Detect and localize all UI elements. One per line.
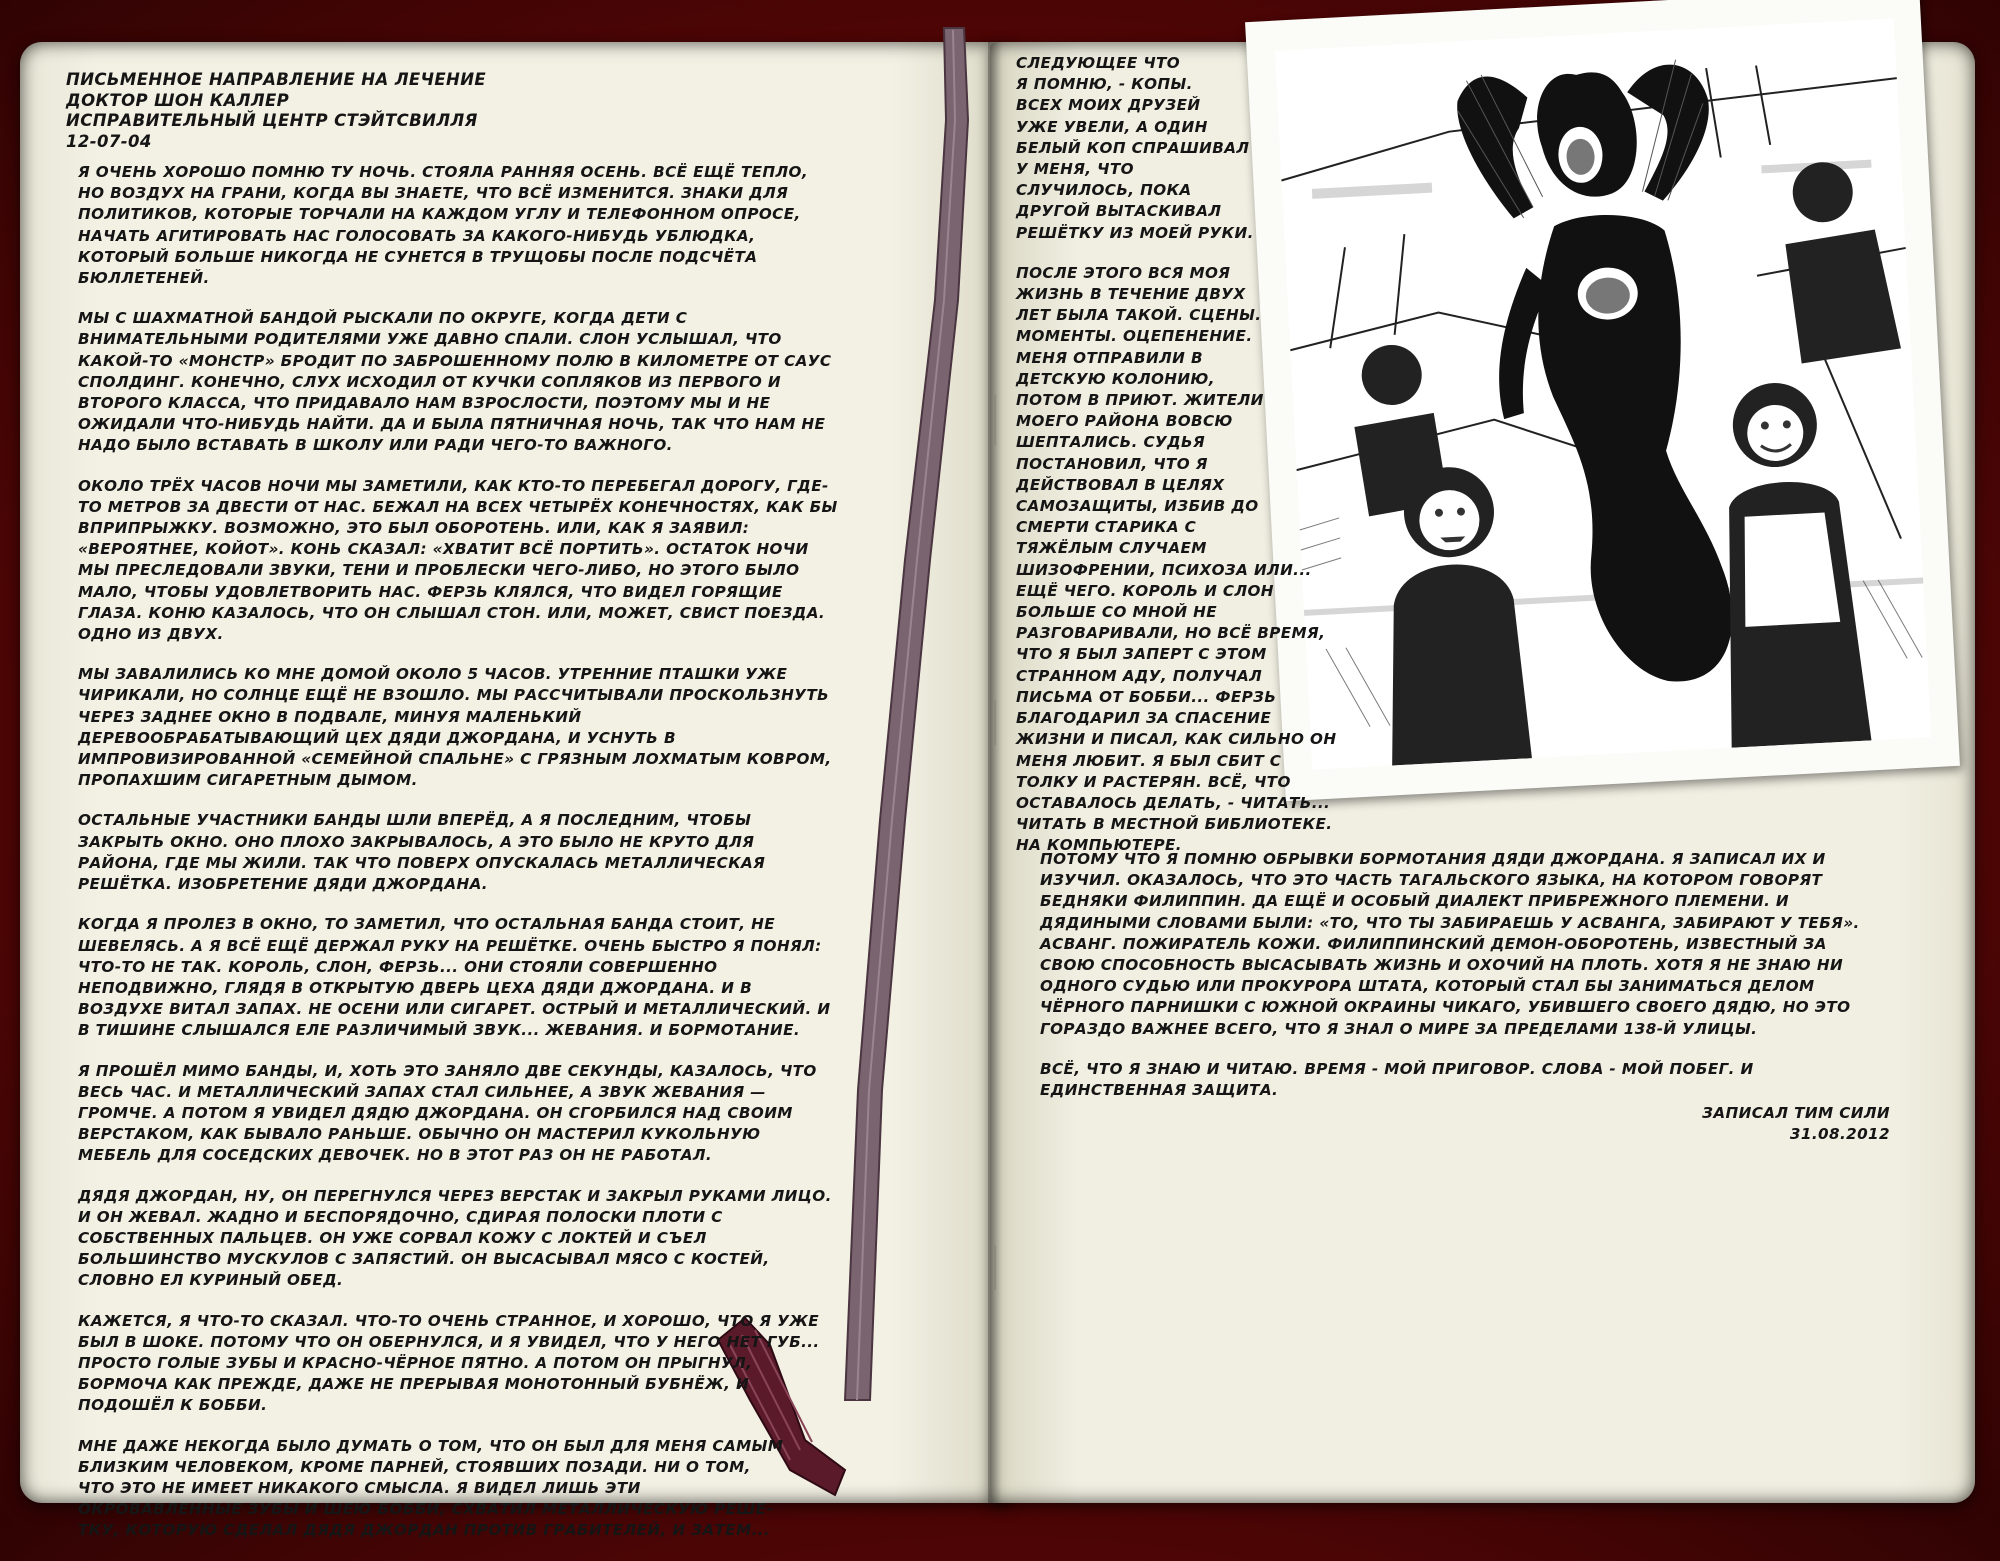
text-line: СЛЕДУЮЩЕЕ ЧТО: [1016, 54, 1181, 72]
paragraph: КОГДА Я ПРОЛЕЗ В ОКНО, ТО ЗАМЕТИЛ, ЧТО ОСТАЛЬНАЯ БАНДА СТОИТ, НЕ ШЕВЕЛЯСЬ. А Я ВСЁ ЕЩЁ ДЕРЖАЛ РУКУ НА РЕШЁТКЕ. ОЧЕНЬ БЫСТРО Я ПОНЯЛ: ЧТО-ТО НЕ ТАК. КОРОЛЬ, СЛОН, ФЕРЗЬ... ОНИ СТОЯЛИ СОВЕРШЕННО НЕПОДВИЖНО, ГЛЯДЯ В ОТКРЫТУЮ ДВЕРЬ ЦЕХА ДЯДИ ДЖОРДАНА. И В ВОЗДУХЕ ВИТАЛ ЗАПАХ. НЕ ОСЕНИ ИЛИ СИГАРЕТ. ОСТРЫЙ И МЕТАЛЛИЧЕСКИЙ. И В ТИШИНЕ СЛЫШАЛСЯ ЕЛЕ РАЗЛИЧИМЫЙ ЗВУК... ЖЕВАНИЯ. И БОРМОТАНИЕ.: [78, 915, 831, 1040]
text-line: ЧИТАТЬ В МЕСТНОЙ БИБЛИОТЕКЕ.: [1016, 815, 1333, 834]
text-line: РЕШЁТКУ ИЗ МОЕЙ РУКИ.: [1016, 223, 1254, 242]
text-line: ПОТОМ В ПРИЮТ. ЖИТЕЛИ: [1016, 391, 1264, 410]
text-line: СМЕРТИ СТАРИКА С: [1016, 518, 1197, 537]
text-line: ЖИЗНИ И ПИСАЛ, КАК СИЛЬНО ОН: [1016, 730, 1337, 749]
text-line: ЛЕТ БЫЛА ТАКОЙ. СЦЕНЫ.: [1016, 306, 1262, 325]
text-line: МОЕГО РАЙОНА ВОВСЮ: [1016, 412, 1233, 431]
signature-author: ЗАПИСАЛ ТИМ СИЛИ: [1702, 1104, 1890, 1122]
paragraph-last: [78, 1436, 838, 1542]
paragraph: ОКОЛО ТРЁХ ЧАСОВ НОЧИ МЫ ЗАМЕТИЛИ, КАК КТО-ТО ПЕРЕБЕГАЛ ДОРОГУ, ГДЕ-ТО МЕТРОВ ЗА ДВЕСТИ ОТ НАС. БЕЖАЛ НА ВСЕХ ЧЕТЫРЁХ КОНЕЧНОСТЯХ, КАК БЫ ВПРИПРЫЖКУ. ВОЗМОЖНО, ЭТО БЫЛ ОБОРОТЕНЬ. ИЛИ, КАК Я ЗАЯВИЛ: «ВЕРОЯТНЕЕ, КОЙОТ». КОНЬ СКАЗАЛ: «ХВАТИТ ВСЁ ПОРТИТЬ». ОСТАТОК НОЧИ МЫ ПРЕСЛЕДОВАЛИ ЗВУКИ, ТЕНИ И ПРОБЛЕСКИ ЧЕГО-ЛИБО, НО ЭТОГО БЫЛО МАЛО, ЧТОБЫ УДОВЛЕТВОРИТЬ НАС. ФЕРЗЬ КЛЯЛСЯ, ЧТО ВИДЕЛ ГОРЯЩИЕ ГЛАЗА. КОНЮ КАЗАЛОСЬ, ЧТО ОН СЛЫШАЛ СТОН. ИЛИ, МОЖЕТ, СВИСТ ПОЕЗДА. ОДНО ИЗ ДВУХ.: [78, 476, 838, 644]
paragraph: [1016, 263, 1356, 857]
doctor-name: ДОКТОР ШОН КАЛЛЕР: [66, 90, 290, 110]
paragraph: [1016, 53, 1356, 244]
right-narrow-column: [1016, 53, 1356, 876]
text-line: РАЗГОВАРИВАЛИ, НО ВСЁ ВРЕМЯ,: [1016, 624, 1326, 643]
text-line: БЛАГОДАРИЛ ЗА СПАСЕНИЕ: [1016, 709, 1272, 728]
text-line: УЖЕ УВЕЛИ, А ОДИН: [1016, 117, 1208, 136]
text-line: ТЯЖЁЛЫМ СЛУЧАЕМ: [1016, 539, 1207, 558]
text-line: БОЛЬШЕ СО МНОЙ НЕ: [1016, 603, 1218, 622]
text-line: ПИСЬМА ОТ БОББИ... ФЕРЗЬ: [1016, 687, 1277, 706]
letter-title: ПИСЬМЕННОЕ НАПРАВЛЕНИЕ НА ЛЕЧЕНИЕ: [66, 70, 487, 89]
text-line: МЕНЯ ОТПРАВИЛИ В: [1016, 348, 1203, 367]
paragraph: МЫ С ШАХМАТНОЙ БАНДОЙ РЫСКАЛИ ПО ОКРУГЕ, КОГДА ДЕТИ С ВНИМАТЕЛЬНЫМИ РОДИТЕЛЯМИ УЖЕ ДАВНО СПАЛИ. СЛОН УСЛЫШАЛ, ЧТО КАКОЙ-ТО «МОНСТР» БРОДИТ ПО ЗАБРОШЕННОМУ ПОЛЮ В КИЛОМЕТРЕ ОТ САУС СПОЛДИНГ. КОНЕЧНО, СЛУХ ИСХОДИЛ ОТ КУЧКИ СОПЛЯКОВ ИЗ ПЕРВОГО И ВТОРОГО КЛАССА, ЧТО ПРИДАВАЛО НАМ ВЗРОСЛОСТИ, ПОЭТОМУ МЫ И НЕ ОЖИДАЛИ ЧТО-НИБУДЬ НАЙТИ. ДА И БЫЛА ПЯТНИЧНАЯ НОЧЬ, ТАК ЧТО НАМ НЕ НАДО БЫЛО ВСТАВАТЬ В ШКОЛУ ИЛИ РАДИ ЧЕГО-ТО ВАЖНОГО.: [78, 309, 832, 455]
text-line: ШЕПТАЛИСЬ. СУДЬЯ: [1016, 433, 1206, 452]
text-line: САМОЗАЩИТЫ, ИЗБИВ ДО: [1016, 497, 1259, 516]
paragraph: ВСЁ, ЧТО Я ЗНАЮ И ЧИТАЮ. ВРЕМЯ - МОЙ ПРИГОВОР. СЛОВА - МОЙ ПОБЕГ. И ЕДИНСТВЕННАЯ ЗАЩИТА.: [1040, 1059, 1754, 1100]
text-line: МОМЕНТЫ. ОЦЕПЕНЕНИЕ.: [1016, 327, 1253, 346]
text-line: ЖИЗНЬ В ТЕЧЕНИЕ ДВУХ: [1016, 285, 1246, 304]
paragraph: ПОТОМУ ЧТО Я ПОМНЮ ОБРЫВКИ БОРМОТАНИЯ ДЯДИ ДЖОРДАНА. Я ЗАПИСАЛ ИХ И ИЗУЧИЛ. ОКАЗАЛОСЬ, ЧТО ЭТО ЧАСТЬ ТАГАЛЬСКОГО ЯЗЫКА, НА КОТОРОМ ГОВОРЯТ БЕДНЯКИ ФИЛИППИН. ДА ЕЩЁ И ОСОБЫЙ ДИАЛЕКТ ПРИБРЕЖНОГО ПЛЕМЕНИ. И ДЯДИНЫМИ СЛОВАМИ БЫЛИ: «ТО, ЧТО ТЫ ЗАБИРАЕШЬ У АСВАНГА, ЗАБИРАЮТ У ТЕБЯ». АСВАНГ. ПОЖИРАТЕЛЬ КОЖИ. ФИЛИППИНСКИЙ ДЕМОН-ОБОРОТЕНЬ, ИЗВЕСТНЫЙ ЗА СВОЮ СПОСОБНОСТЬ ВЫСАСЫВАТЬ ЖИЗНЬ И ОХОЧИЙ НА ПЛОТЬ. ХОТЯ Я НЕ ЗНАЮ НИ ОДНОГО СУДЬЮ ИЛИ ПРОКУРОРА ШТАТА, КОТОРЫЙ СТАЛ БЫ ЗАНИМАТЬСЯ ДЕЛОМ ЧЁРНОГО ПАРНИШКИ С ЮЖНОЙ ОКРАИНЫ ЧИКАГО, УБИВШЕГО СВОЕГО ДЯДЮ, НО ЭТО ГОРАЗДО ВАЖНЕЕ ВСЕГО, ЧТО Я ЗНАЛ О МИРЕ ЗА ПРЕДЕЛАМИ 138-Й УЛИЦЫ.: [1040, 850, 1860, 1038]
text-line: Я ПОМНЮ, - КОПЫ.: [1016, 75, 1193, 94]
institution-name: ИСПРАВИТЕЛЬНЫЙ ЦЕНТР СТЭЙТСВИЛЛЯ: [66, 111, 478, 130]
text-line: ПОСЛЕ ЭТОГО ВСЯ МОЯ: [1016, 263, 1231, 282]
text-line: ШИЗОФРЕНИИ, ПСИХОЗА ИЛИ...: [1016, 560, 1312, 579]
paragraph: Я ПРОШЁЛ МИМО БАНДЫ, И, ХОТЬ ЭТО ЗАНЯЛО ДВЕ СЕКУНДЫ, КАЗАЛОСЬ, ЧТО ВЕСЬ ЧАС. И МЕТАЛЛИЧЕСКИЙ ЗАПАХ СТАЛ СИЛЬНЕЕ, А ЗВУК ЖЕВАНИЯ — ГРОМЧЕ. А ПОТОМ Я УВИДЕЛ ДЯДЮ ДЖОРДАНА. ОН СГОРБИЛСЯ НАД СВОИМ ВЕРСТАКОМ, КАК БЫВАЛО РАНЬШЕ. ОБЫЧНО ОН МАСТЕРИЛ КУКОЛЬНУЮ МЕБЕЛЬ ДЛЯ СОСЕДСКИХ ДЕВОЧЕК. НО В ЭТОТ РАЗ ОН НЕ РАБОТАЛ.: [78, 1061, 817, 1165]
text-line: ОСТАВАЛОСЬ ДЕЛАТЬ, - ЧИТАТЬ...: [1016, 793, 1331, 812]
signature-date: 31.08.2012: [1789, 1125, 1890, 1144]
text-line: ДЕТСКУЮ КОЛОНИЮ,: [1016, 369, 1215, 388]
text-line: ЕЩЁ ЧЕГО. КОРОЛЬ И СЛОН: [1016, 581, 1274, 600]
text-line: МНЕ ДАЖЕ НЕКОГДА БЫЛО ДУМАТЬ О ТОМ, ЧТО ОН БЫЛ ДЛЯ МЕНЯ САМЫМ: [78, 1436, 784, 1455]
text-line: ЧТО Я БЫЛ ЗАПЕРТ С ЭТОМ: [1016, 645, 1267, 664]
text-line: СТРАННОМ АДУ, ПОЛУЧАЛ: [1016, 666, 1263, 685]
right-wide-body: [1040, 849, 1860, 1120]
paragraph: КАЖЕТСЯ, Я ЧТО-ТО СКАЗАЛ. ЧТО-ТО ОЧЕНЬ СТРАННОЕ, И ХОРОШО, ЧТО Я УЖЕ БЫЛ В ШОКЕ. ПОТОМУ ЧТО ОН ОБЕРНУЛСЯ, И Я УВИДЕЛ, ЧТО У НЕГО НЕТ ГУБ... ПРОСТО ГОЛЫЕ ЗУБЫ И КРАСНО-ЧЁРНОЕ ПЯТНО. А ПОТОМ ОН ПРЫГНУЛ, БОРМОЧА КАК ПРЕЖДЕ, ДАЖЕ НЕ ПРЕРЫВАЯ МОНОТОННЫЙ БУБНЁЖ, И ПОДОШЁЛ К БОББИ.: [78, 1311, 820, 1415]
text-line: НА КОМПЬЮТЕРЕ.: [1016, 836, 1182, 855]
comic-illustration-icon: [1275, 18, 1932, 769]
paragraph: Я ОЧЕНЬ ХОРОШО ПОМНЮ ТУ НОЧЬ. СТОЯЛА РАННЯЯ ОСЕНЬ. ВСЁ ЕЩЁ ТЕПЛО, НО ВОЗДУХ НА ГРАНИ, КОГДА ВЫ ЗНАЕТЕ, ЧТО ВСЁ ИЗМЕНИТСЯ. ЗНАКИ ДЛЯ ПОЛИТИКОВ, КОТОРЫЕ ТОРЧАЛИ НА КАЖДОМ УГЛУ И ТЕЛЕФОННОМ ОПРОСЕ, НАЧАТЬ АГИТИРОВАТЬ НАС ГОЛОСОВАТЬ ЗА КАКОГО-НИБУДЬ УБЛЮДКА, КОТОРЫЙ БОЛЬШЕ НИКОГДА НЕ СУНЕТСЯ В ТРУЩОБЫ ПОСЛЕ ПОДСЧЁТА БЮЛЛЕТЕНЕЙ.: [78, 163, 809, 288]
text-line: У МЕНЯ, ЧТО: [1016, 160, 1134, 179]
text-line: БЕЛЫЙ КОП СПРАШИВАЛ: [1016, 138, 1250, 157]
left-body: [78, 162, 838, 1561]
text-line: ВСЕХ МОИХ ДРУЗЕЙ: [1016, 96, 1201, 115]
text-line: ТОЛКУ И РАСТЕРЯН. ВСЁ, ЧТО: [1016, 772, 1291, 791]
letter-date: 12-07-04: [66, 131, 152, 151]
text-line: БЛИЗКИМ ЧЕЛОВЕКОМ, КРОМЕ ПАРНЕЙ, СТОЯВШИХ ПОЗАДИ. НИ О ТОМ,: [78, 1457, 751, 1476]
paragraph: ДЯДЯ ДЖОРДАН, НУ, ОН ПЕРЕГНУЛСЯ ЧЕРЕЗ ВЕРСТАК И ЗАКРЫЛ РУКАМИ ЛИЦО. И ОН ЖЕВАЛ. ЖАДНО И БЕСПОРЯДОЧНО, СДИРАЯ ПОЛОСКИ ПЛОТИ С СОБСТВЕННЫХ ПАЛЬЦЕВ. ОН УЖЕ СОРВАЛ КОЖУ С ЛОКТЕЙ И СЪЕЛ БОЛЬШИНСТВО МУСКУЛОВ С ЗАПЯСТИЙ. ОН ВЫСАСЫВАЛ МЯСО С КОСТЕЙ, СЛОВНО ЕЛ КУРИНЫЙ ОБЕД.: [78, 1186, 832, 1290]
text-line: ПОСТАНОВИЛ, ЧТО Я: [1016, 454, 1208, 473]
text-line: ДЕЙСТВОВАЛ В ЦЕЛЯХ: [1016, 475, 1225, 494]
text-line: ДРУГОЙ ВЫТАСКИВАЛ: [1016, 202, 1222, 221]
text-line: ТКУ, КОТОРУЮ СДЕЛАЛ ДЯДЯ ДЖОРДАН ПРОТИВ ГРАБИТЕЛЕЙ, И ЗАТЕМ...: [78, 1521, 771, 1540]
paragraph: МЫ ЗАВАЛИЛИСЬ КО МНЕ ДОМОЙ ОКОЛО 5 ЧАСОВ. УТРЕННИЕ ПТАШКИ УЖЕ ЧИРИКАЛИ, НО СОЛНЦЕ ЕЩЁ НЕ ВЗОШЛО. МЫ РАССЧИТЫВАЛИ ПРОСКОЛЬЗНУТЬ ЧЕРЕЗ ЗАДНЕЕ ОКНО В ПОДВАЛЕ, МИНУЯ МАЛЕНЬКИЙ ДЕРЕВООБРАБАТЫВАЮЩИЙ ЦЕХ ДЯДИ ДЖОРДАНА, И УСНУТЬ В ИМПРОВИЗИРОВАННОЙ «СЕМЕЙНОЙ СПАЛЬНЕ» С ГРЯЗНЫМ ЛОХМАТЫМ КОВРОМ, ПРОПАХШИМ СИГАРЕТНЫМ ДЫМОМ.: [78, 665, 832, 790]
signature-block: [1702, 1103, 1890, 1145]
text-line: МЕНЯ ЛЮБИТ. Я БЫЛ СБИТ С: [1016, 751, 1282, 770]
paragraph: ОСТАЛЬНЫЕ УЧАСТНИКИ БАНДЫ ШЛИ ВПЕРЁД, А Я ПОСЛЕДНИМ, ЧТОБЫ ЗАКРЫТЬ ОКНО. ОНО ПЛОХО ЗАКРЫВАЛОСЬ, А ЭТО БЫЛО НЕ КРУТО ДЛЯ РАЙОНА, ГДЕ МЫ ЖИЛИ. ТАК ЧТО ПОВЕРХ ОПУСКАЛАСЬ МЕТАЛЛИЧЕСКАЯ РЕШЁТКА. ИЗОБРЕТЕНИЕ ДЯДИ ДЖОРДАНА.: [78, 811, 766, 894]
letter-header: [66, 70, 486, 152]
text-line: ОКРОВАВЛЕННЫЕ ЗУБЫ И ШЕЮ БОББИ, СХВАТИЛ МЕТАЛЛИЧЕСКУЮ РЕШЕ-: [78, 1500, 774, 1519]
text-line: СЛУЧИЛОСЬ, ПОКА: [1016, 181, 1192, 200]
text-line: ЧТО ЭТО НЕ ИМЕЕТ НИКАКОГО СМЫСЛА. Я ВИДЕЛ ЛИШЬ ЭТИ: [78, 1478, 641, 1497]
